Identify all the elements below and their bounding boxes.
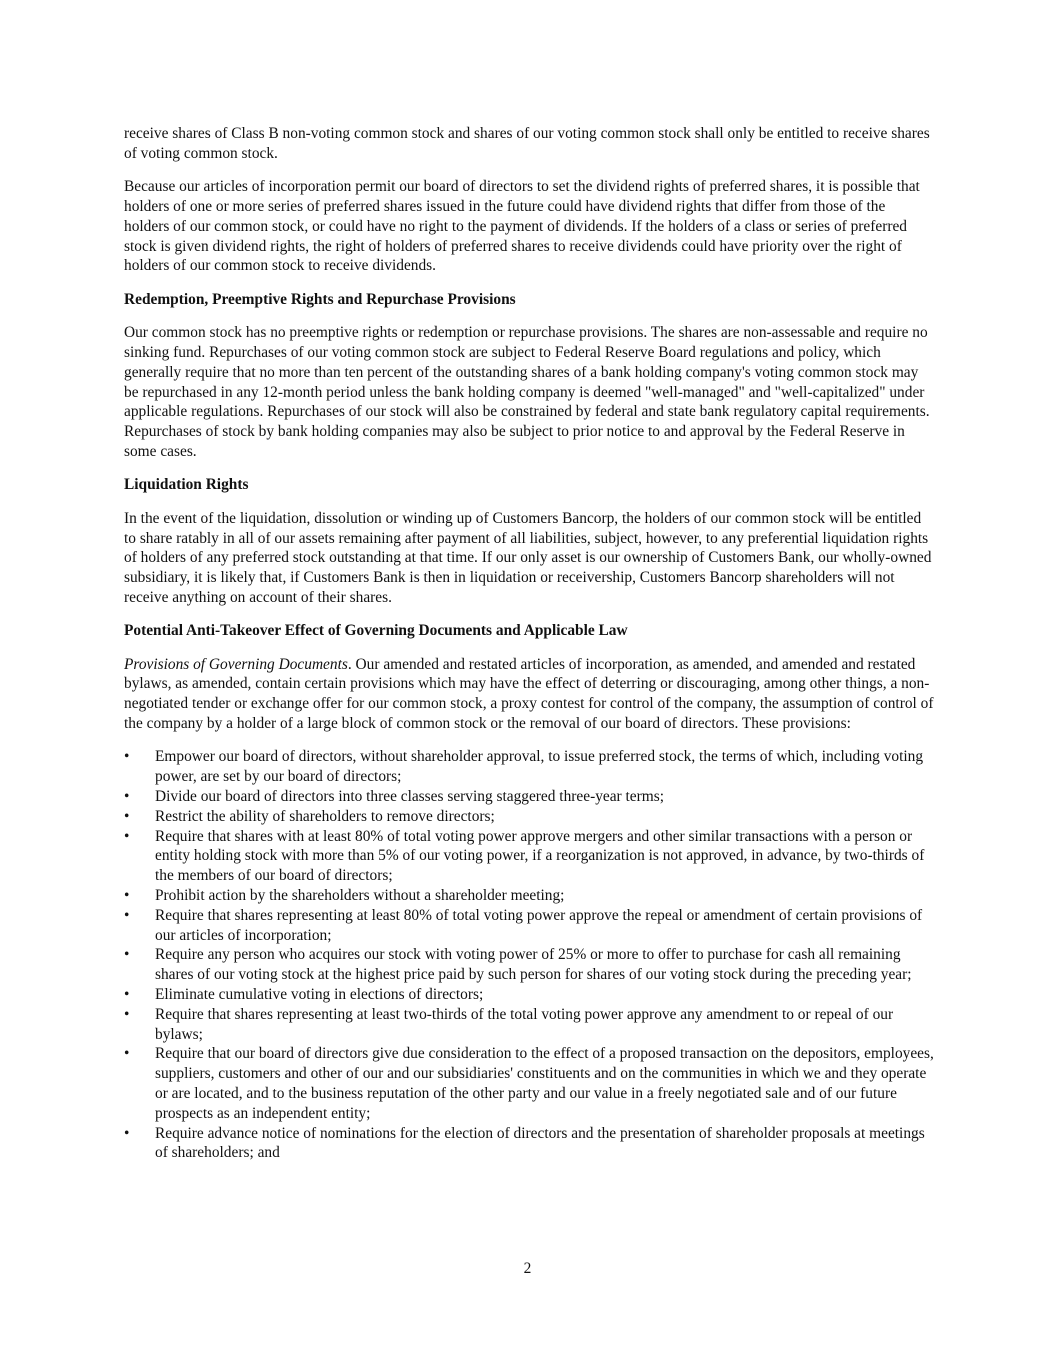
document-page [124, 124, 934, 1163]
paragraph-continuation: receive shares of Class B non-voting common stock and shares of our voting common stock shall only be entitled to receive shares of voting common stock. [124, 125, 930, 162]
bullet-icon: • [124, 906, 130, 924]
bullet-icon: • [124, 788, 130, 806]
list-item-text: Require that shares with at least 80% of total voting power approve mergers and other similar transactions with a person or entity holding stock with more than 5% of our voting power, if a reorganization is not approved, in advance, by two-thirds of the members of our board of directors; [155, 827, 925, 885]
list-item [124, 807, 934, 827]
paragraph-liquidation: In the event of the liquidation, dissolution or winding up of Customers Bancorp, the holders of our common stock will be entitled to share ratably in all of our assets remaining after payment of all liabilities, subject, however, to any preferential liquidation rights of holders of any preferred stock outstanding at that time. If our only asset is our ownership of Customers Bank, our wholly-owned subsidiary, it is likely that, if Customers Bank is then in liquidation or receivership, Customers Bancorp shareholders will not receive anything on account of their shares. [124, 509, 932, 606]
bullet-icon: • [124, 986, 130, 1004]
list-item [124, 1005, 934, 1045]
list-item-text: Require any person who acquires our stock with voting power of 25% or more to offer to purchase for cash all remaining shares of our voting stock at the highest price paid by such person for shares of our voting stock during the preceding year; [155, 946, 912, 984]
list-item-text: Require advance notice of nominations for the election of directors and the presentation of shareholder proposals at meetings of shareholders; and [155, 1124, 925, 1162]
list-item [124, 945, 934, 985]
list-item-text: Prohibit action by the shareholders without a shareholder meeting; [155, 887, 565, 905]
list-item-text: Eliminate cumulative voting in elections of directors; [155, 986, 484, 1004]
paragraph-redemption: Our common stock has no preemptive rights or redemption or repurchase provisions. The shares are non-assessable and require no sinking fund. Repurchases of our voting common stock are subject to Federal Reserve Board regulations and policy, which generally require that no more than ten percent of the outstanding shares of a bank holding company's voting common stock may be repurchased in any 12-month period unless the bank holding company is deemed "well-managed" and "well-capitalized" under applicable regulations. Repurchases of our stock will also be constrained by federal and state bank regulatory capital requirements. Repurchases of stock by bank holding companies may also be subject to prior notice to and approval by the Federal Reserve in some cases. [124, 324, 930, 460]
bullet-icon: • [124, 946, 130, 964]
list-item [124, 787, 934, 807]
heading-liquidation: Liquidation Rights [124, 476, 249, 494]
italic-lead-in: Provisions of Governing Documents [124, 655, 348, 673]
bullet-icon: • [124, 1045, 130, 1063]
list-item [124, 886, 934, 906]
page-number: 2 [523, 1260, 532, 1277]
list-item [124, 747, 934, 787]
intro-text: . Our amended and restated articles of incorporation, as amended, and amended and restated bylaws, as amended, contain certain provisions which may have the effect of deterring or discouraging, among other things, a non-negotiated tender or exchange offer for our common stock, a proxy contest for control of the company, the assumption of control of the company by a holder of a large block of common stock or the removal of our board of directors. These provisions: [124, 655, 934, 733]
list-item [124, 1124, 934, 1164]
bullet-icon: • [124, 807, 130, 825]
list-item [124, 1044, 934, 1123]
bullet-icon: • [124, 887, 130, 905]
bullet-icon: • [124, 1124, 130, 1142]
bullet-icon: • [124, 827, 130, 845]
list-item-text: Require that our board of directors give due consideration to the effect of a proposed transaction on the depositors, employees, suppliers, customers and other of our and our subsidiaries' constituents and on the communities in which we and they operate or are located, and to the business reputation of the other party and our value in a freely negotiated sale and of our future prospects as an independent entity; [155, 1045, 934, 1122]
list-item-text: Divide our board of directors into three classes serving staggered three-year terms; [155, 788, 664, 806]
paragraph-governing-documents [124, 655, 934, 734]
heading-anti-takeover: Potential Anti-Takeover Effect of Governing Documents and Applicable Law [124, 622, 628, 640]
list-item-text: Empower our board of directors, without shareholder approval, to issue preferred stock, the terms of which, including voting power, are set by our board of directors; [155, 748, 924, 786]
bullet-icon: • [124, 1005, 130, 1023]
list-item-text: Restrict the ability of shareholders to remove directors; [155, 807, 495, 825]
list-item [124, 906, 934, 946]
heading-redemption: Redemption, Preemptive Rights and Repurchase Provisions [124, 290, 516, 308]
list-item [124, 985, 934, 1005]
list-item [124, 827, 934, 886]
paragraph-dividend-rights: Because our articles of incorporation permit our board of directors to set the dividend rights of preferred shares, it is possible that holders of one or more series of preferred shares issued in the future could have dividend rights that differ from those of the holders of our common stock, or could have no right to the payment of dividends. If the holders of a class or series of preferred stock is given dividend rights, the right of holders of preferred shares to receive dividends could have priority over the right of holders of our common stock to receive dividends. [124, 178, 920, 275]
bullet-icon: • [124, 748, 130, 766]
list-item-text: Require that shares representing at least two-thirds of the total voting power approve any amendment to or repeal of our bylaws; [155, 1005, 894, 1043]
provisions-list [124, 747, 934, 1163]
list-item-text: Require that shares representing at least 80% of total voting power approve the repeal or amendment of certain provisions of our articles of incorporation; [155, 906, 923, 944]
